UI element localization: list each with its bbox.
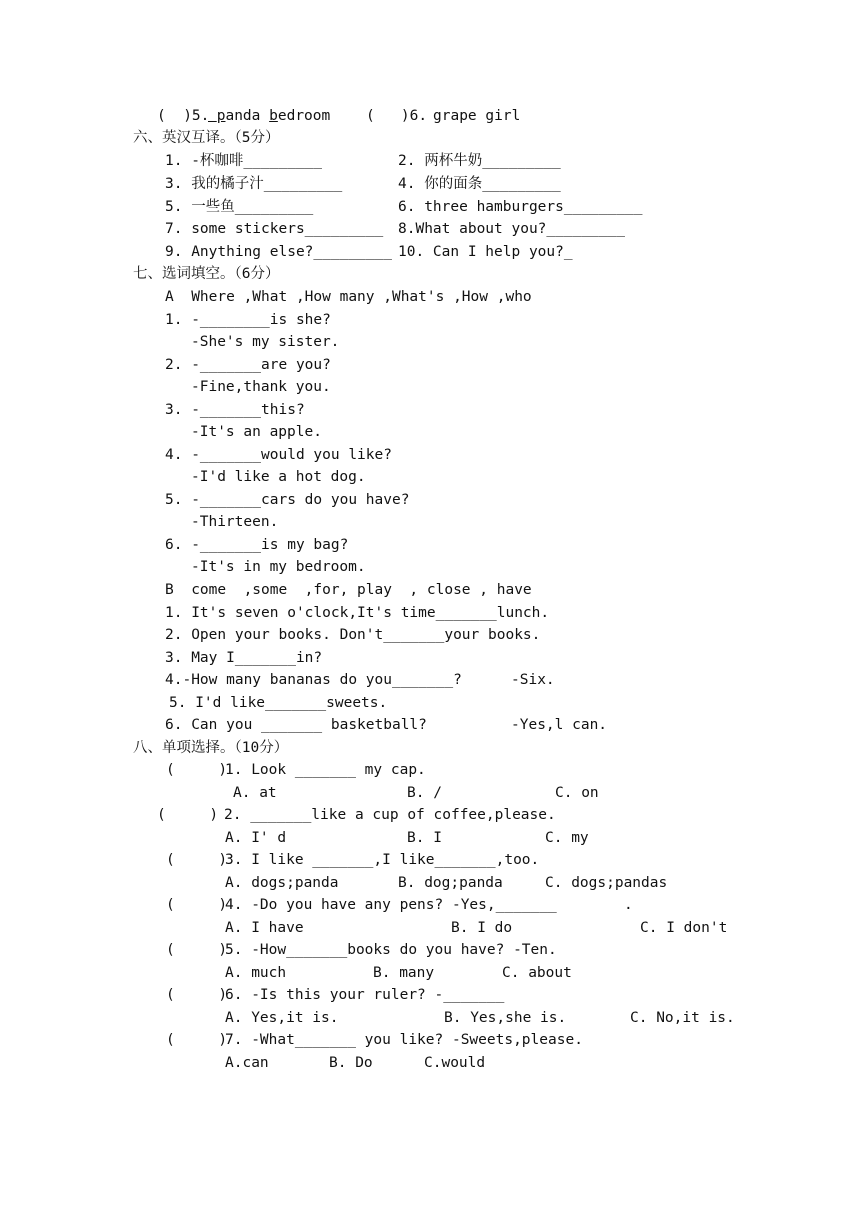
answer-paren: ( )	[166, 762, 228, 778]
q5-word-rest: anda	[225, 108, 270, 124]
sec7-b-item: 2. Open your books. Don't_______your books.	[165, 627, 541, 643]
sec7-a-question: 2. -_______are you?	[165, 357, 331, 373]
sec7-part-a-words: A Where ,What ,How many ,What's ,How ,who	[165, 289, 532, 305]
mc-option: A. much	[225, 965, 287, 981]
mc-question: 2. _______like a cup of coffee,please.	[224, 807, 556, 823]
sec7-a-answer: -It's in my bedroom.	[191, 559, 366, 575]
mc-option: A. dogs;panda	[225, 875, 339, 891]
mc-option: C.would	[424, 1055, 486, 1071]
q6-paren: ( )6.	[366, 108, 428, 124]
sec7-b-item: 1. It's seven o'clock,It's time_______lunch.	[165, 605, 550, 621]
mc-option: B. I do	[451, 920, 513, 936]
sec7-b4-answer: -Six.	[511, 672, 555, 688]
mc-option: B. dog;panda	[398, 875, 503, 891]
sec7-a-question: 3. -_______this?	[165, 402, 305, 418]
answer-paren: ( )	[166, 897, 228, 913]
mc-option: C. about	[502, 965, 572, 981]
mc-option: C. I don't	[640, 920, 728, 936]
mc-option: C. my	[545, 830, 589, 846]
section-7-title: 七、选词填空。（6分）	[133, 266, 280, 282]
mc-option: B. /	[407, 785, 442, 801]
sec7-a-question: 1. -________is she?	[165, 312, 331, 328]
sec6-item: 2. 两杯牛奶_________	[398, 153, 561, 169]
mc-question: 7. -What_______ you like? -Sweets,please.	[225, 1032, 583, 1048]
sec7-b-item: 5. I'd like_______sweets.	[169, 695, 388, 711]
sec6-item: 10. Can I help you?_	[398, 244, 573, 260]
answer-paren: ( )	[166, 1032, 228, 1048]
sec7-part-b-words: B come ,some ,for, play , close , have	[165, 582, 532, 598]
q5-underlined-p: p	[216, 108, 226, 124]
mc-option: C. dogs;pandas	[545, 875, 668, 891]
sec7-a-answer: -She's my sister.	[191, 334, 340, 350]
mc-option: A. Yes,it is.	[225, 1010, 339, 1026]
section-8-title: 八、单项选择。（10分）	[133, 740, 289, 756]
sec6-item: 4. 你的面条_________	[398, 176, 561, 192]
sec7-a-answer: -Thirteen.	[191, 514, 279, 530]
sec7-b-item: 6. Can you _______ basketball?	[165, 717, 427, 733]
sec7-a-question: 6. -_______is my bag?	[165, 537, 349, 553]
sec6-item: 5. 一些鱼_________	[165, 199, 314, 215]
mc-option: C. on	[555, 785, 599, 801]
mc-option: A. I have	[225, 920, 304, 936]
answer-paren: ( )	[166, 942, 228, 958]
q5-underlined-b: b	[269, 108, 278, 124]
mc-question: 5. -How_______books do you have? -Ten.	[225, 942, 557, 958]
sec7-a-question: 5. -_______cars do you have?	[165, 492, 410, 508]
mc-option: A. I' d	[225, 830, 287, 846]
sec7-b6-answer: -Yes,l can.	[511, 717, 608, 733]
sec7-a-answer: -It's an apple.	[191, 424, 322, 440]
sec6-item: 1. -杯咖啡_________	[165, 153, 322, 169]
mc-question: 6. -Is this your ruler? -_______	[225, 987, 505, 1003]
mc-option: C. No,it is.	[630, 1010, 735, 1026]
mc-option: A. at	[233, 785, 277, 801]
mc-question-tail: .	[624, 897, 633, 913]
section-6-title: 六、英汉互译。（5分）	[133, 130, 280, 146]
q6-text: grape girl	[433, 108, 521, 124]
mc-question: 1. Look _______ my cap.	[225, 762, 426, 778]
answer-paren: ( )	[157, 807, 219, 823]
mc-question: 3. I like _______,I like_______,too.	[225, 852, 540, 868]
sec6-item: 7. some stickers_________	[165, 221, 384, 237]
q5-paren: ( )5.	[157, 108, 210, 124]
q5-word-pair	[208, 106, 330, 126]
mc-option: B. Yes,she is.	[444, 1010, 567, 1026]
answer-paren: ( )	[166, 852, 228, 868]
sec6-item: 9. Anything else?_________	[165, 244, 392, 260]
sec7-a-answer: -I'd like a hot dog.	[191, 469, 366, 485]
q5-word2-rest: edroom	[277, 108, 331, 124]
mc-question: 4. -Do you have any pens? -Yes,_______	[225, 897, 557, 913]
sec6-item: 8.What about you?_________	[398, 221, 625, 237]
mc-option: B. I	[407, 830, 442, 846]
answer-paren: ( )	[166, 987, 228, 1003]
sec7-b-item: 4.-How many bananas do you_______?	[165, 672, 462, 688]
sec6-item: 6. three hamburgers_________	[398, 199, 643, 215]
sec7-b-item: 3. May I_______in?	[165, 650, 323, 666]
mc-option: A.can	[225, 1055, 269, 1071]
mc-option: B. many	[373, 965, 435, 981]
sec7-a-answer: -Fine,thank you.	[191, 379, 331, 395]
sec6-item: 3. 我的橘子汁_________	[165, 176, 343, 192]
mc-option: B. Do	[329, 1055, 373, 1071]
sec7-a-question: 4. -_______would you like?	[165, 447, 392, 463]
q5-lead-blank	[208, 108, 217, 124]
